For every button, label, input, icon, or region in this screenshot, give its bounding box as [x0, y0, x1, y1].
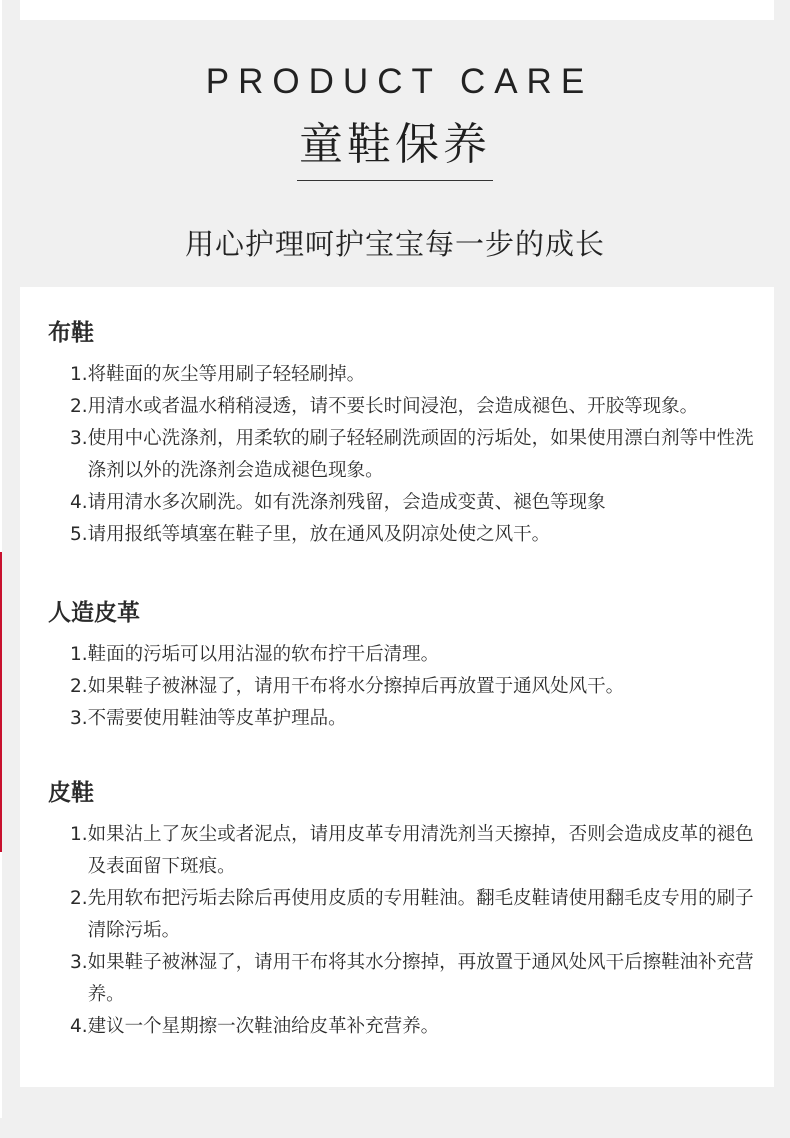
item-number: 2.: [70, 888, 88, 909]
item-text: 不需要使用鞋油等皮革护理品。: [87, 708, 347, 729]
list-item: [70, 359, 758, 391]
list-item: [70, 883, 758, 947]
list-item: [70, 703, 758, 735]
list-item: [70, 639, 758, 671]
item-number: 2.: [70, 676, 88, 697]
section-heading: 人造皮革: [48, 600, 140, 626]
item-text: 先用软布把污垢去除后再使用皮质的专用鞋油。翻毛皮鞋请使用翻毛皮专用的刷子清除污垢。: [87, 888, 754, 941]
item-text: 如果鞋子被淋湿了，请用干布将其水分擦掉，再放置于通风处风干后擦鞋油补充营养。: [87, 952, 754, 1005]
list-item: [70, 391, 758, 423]
item-number: 5.: [70, 524, 88, 545]
page-title: 童鞋保养: [299, 119, 491, 170]
section-heading: 皮鞋: [48, 780, 94, 806]
item-text: 将鞋面的灰尘等用刷子轻轻刷掉。: [87, 364, 366, 385]
item-text: 鞋面的污垢可以用沾湿的软布拧干后清理。: [87, 644, 440, 665]
list-item: [70, 487, 758, 519]
title-underline: [297, 120, 493, 181]
section-synthetic-leather: [48, 597, 758, 735]
list-item: [70, 947, 758, 1011]
list-item: [70, 819, 758, 883]
list-item: [70, 671, 758, 703]
item-text: 如果沾上了灰尘或者泥点，请用皮革专用清洗剂当天擦掉，否则会造成皮革的褪色及表面留下斑痕。: [87, 824, 754, 877]
item-number: 4.: [70, 1016, 88, 1037]
item-text: 用清水或者温水稍稍浸透，请不要长时间浸泡，会造成褪色、开胶等现象。: [87, 396, 699, 417]
section-cloth-shoes: [48, 317, 758, 551]
page-subtitle: 用心护理呵护宝宝每一步的成长: [184, 227, 605, 261]
section-leather-shoes: [48, 777, 758, 1043]
header: [0, 62, 790, 181]
item-text: 建议一个星期擦一次鞋油给皮革补充营养。: [87, 1016, 440, 1037]
section-heading: 布鞋: [48, 320, 94, 346]
item-text: 使用中心洗涤剂，用柔软的刷子轻轻刷洗顽固的污垢处，如果使用漂白剂等中性洗涤剂以外的洗涤剂会造成褪色现象。: [87, 428, 754, 481]
item-number: 3.: [70, 428, 88, 449]
accent-bar: [0, 552, 2, 852]
eyebrow-title: PRODUCT CARE: [205, 62, 594, 101]
list-item: [70, 519, 758, 551]
list-item: [70, 423, 758, 487]
item-number: 1.: [70, 824, 88, 845]
previous-card-bottom: [20, 0, 774, 20]
item-number: 2.: [70, 396, 88, 417]
item-number: 3.: [70, 952, 88, 973]
item-number: 4.: [70, 492, 88, 513]
item-text: 请用报纸等填塞在鞋子里，放在通风及阴凉处使之风干。: [87, 524, 551, 545]
item-text: 如果鞋子被淋湿了，请用干布将水分擦掉后再放置于通风处风干。: [87, 676, 625, 697]
item-text: 请用清水多次刷洗。如有洗涤剂残留，会造成变黄、褪色等现象: [87, 492, 606, 513]
care-card: [20, 287, 774, 1087]
item-number: 1.: [70, 644, 88, 665]
item-number: 1.: [70, 364, 88, 385]
list-item: [70, 1011, 758, 1043]
item-number: 3.: [70, 708, 88, 729]
